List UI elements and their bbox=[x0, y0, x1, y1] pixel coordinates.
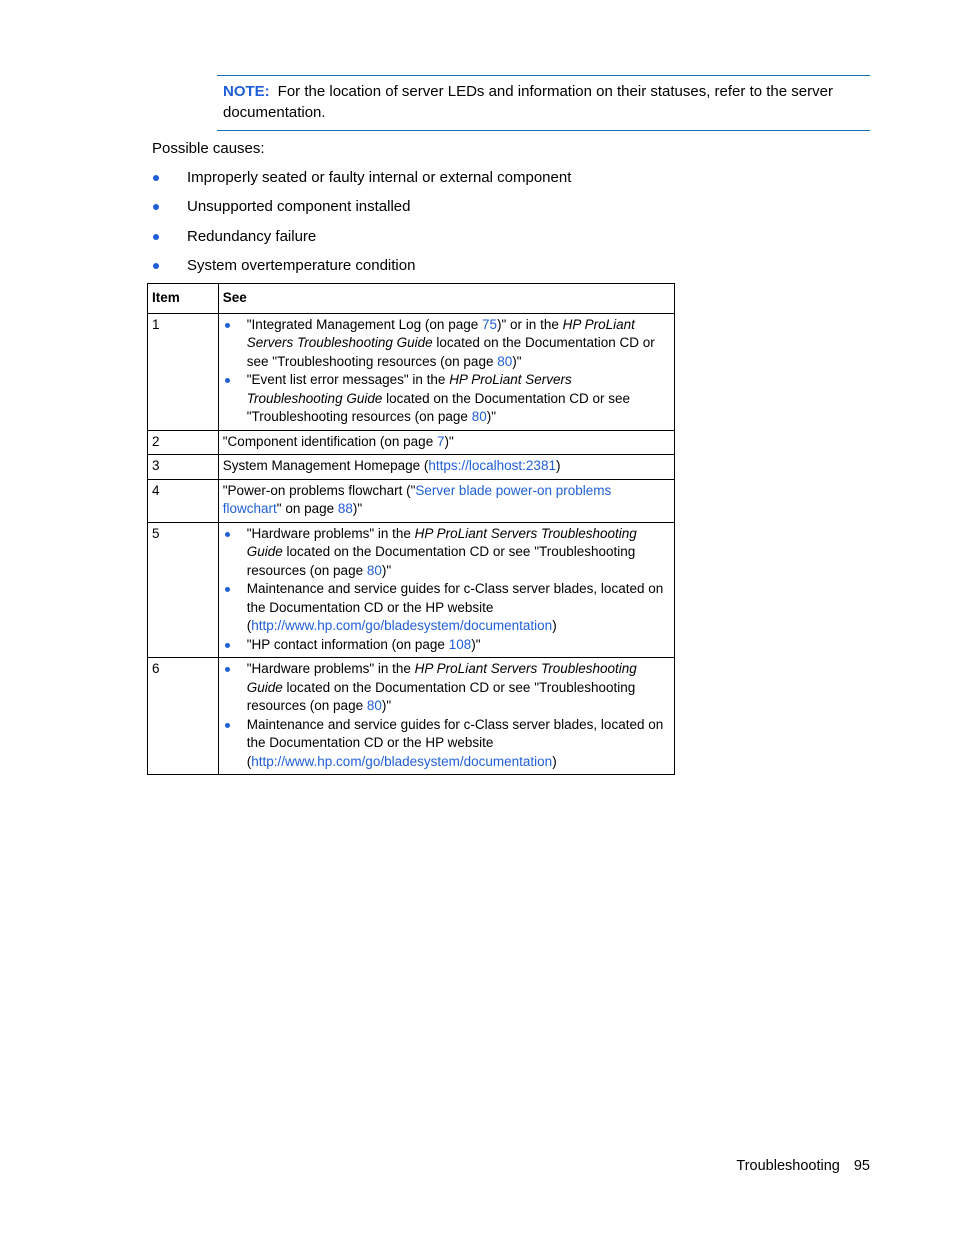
see-cell: "Power-on problems flowchart ("Server blade power-on problems flowchart" on page 88)" bbox=[218, 479, 674, 522]
list-item: "HP contact information (on page 108)" bbox=[223, 636, 670, 655]
item-cell: 3 bbox=[148, 455, 219, 480]
bullet-icon bbox=[153, 204, 159, 210]
list-item: "Integrated Management Log (on page 75)" or in the HP ProLiant Servers Troubleshooting Guide located on the Documentation CD or see "Troubleshooting resources (on page 80)" bbox=[223, 316, 670, 372]
list-item: "Hardware problems" in the HP ProLiant Servers Troubleshooting Guide located on the Documentation CD or see "Troubleshooting resources (on page 80)" bbox=[223, 660, 670, 716]
list-item: Redundancy failure bbox=[152, 227, 571, 256]
page-link[interactable]: 80 bbox=[497, 353, 513, 369]
item-cell: 4 bbox=[148, 479, 219, 522]
flowchart-link[interactable]: Server blade power-on problems flowchart bbox=[222, 482, 612, 516]
page-link[interactable]: 80 bbox=[366, 562, 382, 578]
guide-title: HP ProLiant Servers Troubleshooting Guide bbox=[246, 372, 572, 406]
item-cell: 2 bbox=[148, 430, 219, 455]
list-item: Maintenance and service guides for c-Class server blades, located on the Documentation CD or the HP website (http://www.hp.com/go/bladesystem/documentation) bbox=[223, 580, 670, 636]
note-label: NOTE: bbox=[223, 83, 270, 100]
guide-title: HP ProLiant Servers Troubleshooting Guide bbox=[246, 316, 635, 350]
list-item: Unsupported component installed bbox=[152, 197, 571, 226]
item-cell: 1 bbox=[148, 313, 219, 430]
documentation-link[interactable]: http://www.hp.com/go/bladesystem/documentation bbox=[251, 618, 553, 633]
column-header-see: See bbox=[218, 284, 674, 314]
table-row bbox=[148, 455, 675, 480]
see-cell: "Component identification (on page 7)" bbox=[218, 430, 674, 455]
page-footer bbox=[736, 1158, 870, 1174]
bullet-icon bbox=[225, 587, 230, 592]
possible-causes-heading: Possible causes: bbox=[152, 140, 265, 157]
causes-list bbox=[152, 168, 571, 285]
page-number: 95 bbox=[853, 1158, 870, 1174]
list-item: "Hardware problems" in the HP ProLiant Servers Troubleshooting Guide located on the Documentation CD or see "Troubleshooting resources (on page 80)" bbox=[223, 525, 670, 581]
item-cell: 6 bbox=[148, 658, 219, 775]
guide-title: HP ProLiant Servers Troubleshooting Guide bbox=[246, 525, 637, 559]
bullet-icon bbox=[225, 378, 230, 383]
note-text: For the location of server LEDs and information on their statuses, refer to the server documentation. bbox=[223, 83, 833, 121]
page-link[interactable]: 88 bbox=[337, 501, 353, 516]
see-cell: System Management Homepage (https://localhost:2381) bbox=[218, 455, 674, 480]
column-header-item: Item bbox=[148, 284, 219, 314]
page-link[interactable]: 75 bbox=[481, 316, 498, 332]
footer-section: Troubleshooting bbox=[736, 1158, 840, 1174]
table-row bbox=[148, 522, 675, 658]
bullet-icon bbox=[225, 667, 230, 672]
table-row bbox=[148, 479, 675, 522]
homepage-link[interactable]: https://localhost:2381 bbox=[428, 458, 556, 473]
documentation-link[interactable]: http://www.hp.com/go/bladesystem/documentation bbox=[251, 753, 553, 769]
item-cell: 5 bbox=[148, 522, 219, 658]
page-link[interactable]: 80 bbox=[366, 698, 382, 713]
list-item: Maintenance and service guides for c-Class server blades, located on the Documentation CD or the HP website (http://www.hp.com/go/bladesystem/documentation) bbox=[223, 716, 670, 772]
page-link[interactable]: 108 bbox=[448, 636, 472, 652]
bullet-icon bbox=[153, 234, 159, 240]
list-item: "Event list error messages" in the HP ProLiant Servers Troubleshooting Guide located on the Documentation CD or see "Troubleshooting resources (on page 80)" bbox=[223, 371, 670, 427]
list-item: System overtemperature condition bbox=[152, 256, 571, 285]
see-cell bbox=[218, 313, 674, 430]
note-box bbox=[217, 75, 870, 131]
table-row bbox=[148, 658, 675, 775]
page-link[interactable]: 7 bbox=[436, 433, 445, 449]
page-link[interactable]: 80 bbox=[471, 409, 487, 424]
bullet-icon bbox=[225, 323, 230, 328]
reference-table bbox=[147, 283, 675, 775]
bullet-icon bbox=[225, 723, 230, 728]
bullet-icon bbox=[153, 263, 159, 269]
table-row bbox=[148, 430, 675, 455]
bullet-icon bbox=[153, 175, 159, 181]
guide-title: HP ProLiant Servers Troubleshooting Guide bbox=[246, 661, 637, 695]
see-cell bbox=[218, 522, 674, 658]
table-header-row bbox=[148, 284, 675, 314]
bullet-icon bbox=[225, 643, 230, 648]
bullet-icon bbox=[225, 532, 230, 537]
see-cell bbox=[218, 658, 674, 775]
table-row bbox=[148, 313, 675, 430]
list-item: Improperly seated or faulty internal or external component bbox=[152, 168, 571, 197]
